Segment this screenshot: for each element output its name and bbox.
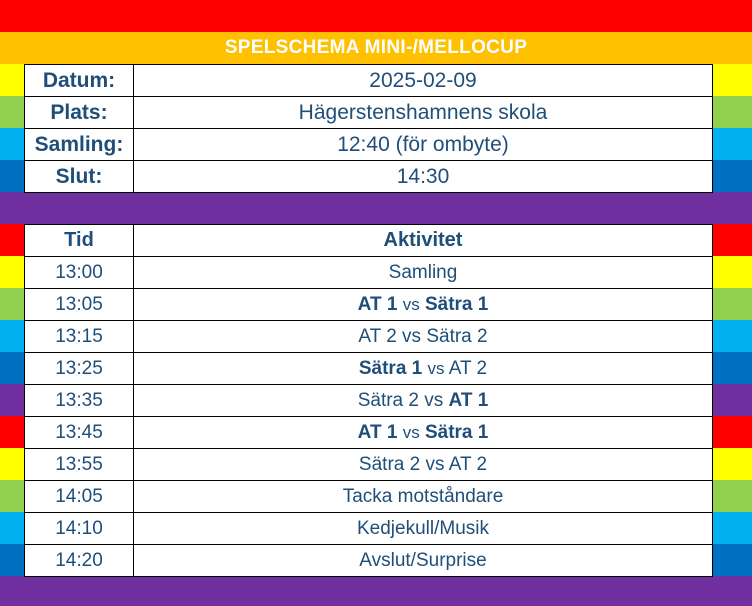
row-time: 13:00: [25, 257, 134, 289]
date-label: Datum:: [25, 65, 134, 97]
row-time: 14:10: [25, 513, 134, 545]
page-title: SPELSCHEMA MINI-/MELLOCUP: [224, 37, 528, 58]
row-time: 14:20: [25, 545, 134, 577]
schedule-row: [25, 321, 713, 353]
versus-label: vs: [427, 358, 445, 378]
side-stripe: [712, 224, 752, 256]
row-time: 14:05: [25, 481, 134, 513]
side-stripe: [712, 96, 752, 128]
schedule-row: [25, 481, 713, 513]
schedule-row: [25, 417, 713, 449]
side-stripe: [712, 320, 752, 352]
activity-column-header: Aktivitet: [134, 225, 713, 257]
side-stripe: [712, 480, 752, 512]
place-label: Plats:: [25, 97, 134, 129]
team-home: AT 1: [357, 421, 398, 443]
schedule-row: [25, 353, 713, 385]
team-away: AT 1: [448, 389, 489, 411]
side-stripe: [712, 352, 752, 384]
row-activity: Avslut/Surprise: [134, 545, 713, 577]
schedule-row: [25, 449, 713, 481]
match-cell: [134, 417, 713, 449]
date-value: 2025-02-09: [134, 65, 713, 97]
info-table: [24, 64, 713, 193]
schedule-table: [24, 224, 713, 577]
versus-label: vs: [402, 422, 420, 442]
versus-label: vs: [402, 325, 422, 347]
side-stripe: [712, 544, 752, 576]
match-cell: [134, 449, 713, 481]
schedule-row: [25, 513, 713, 545]
side-stripe: [712, 512, 752, 544]
row-activity: Kedjekull/Musik: [134, 513, 713, 545]
row-time: 13:15: [25, 321, 134, 353]
place-value: Hägerstenshamnens skola: [134, 97, 713, 129]
match-cell: [134, 353, 713, 385]
row-time: 13:35: [25, 385, 134, 417]
side-stripe: [712, 160, 752, 192]
schedule-row: [25, 289, 713, 321]
versus-label: vs: [402, 294, 420, 314]
row-time: 13:25: [25, 353, 134, 385]
row-activity: Tacka motståndare: [134, 481, 713, 513]
versus-label: vs: [425, 453, 445, 475]
band-purple-bottom: [0, 576, 752, 606]
match-cell: [134, 289, 713, 321]
versus-label: vs: [424, 389, 444, 411]
team-home: Sätra 2: [357, 389, 419, 411]
match-cell: [134, 385, 713, 417]
gathering-value: 12:40 (för ombyte): [134, 129, 713, 161]
side-stripe: [712, 128, 752, 160]
row-time: 13:45: [25, 417, 134, 449]
row-time: 13:05: [25, 289, 134, 321]
time-column-header: Tid: [25, 225, 134, 257]
end-value: 14:30: [134, 161, 713, 193]
team-home: AT 2: [358, 325, 397, 347]
row-activity: Samling: [134, 257, 713, 289]
side-stripe: [712, 256, 752, 288]
match-cell: [134, 321, 713, 353]
band-purple-middle: [0, 192, 752, 224]
info-row-place: [25, 97, 713, 129]
team-away: Sätra 2: [426, 325, 488, 347]
team-away: AT 2: [448, 357, 488, 379]
schedule-row: [25, 545, 713, 577]
side-stripe: [712, 64, 752, 96]
team-home: Sätra 1: [358, 357, 423, 379]
side-stripe: [712, 416, 752, 448]
team-away: Sätra 1: [424, 421, 489, 443]
schedule-row: [25, 385, 713, 417]
schedule-row: [25, 257, 713, 289]
team-away: Sätra 1: [424, 293, 489, 315]
schedule-header-row: [25, 225, 713, 257]
side-stripe: [712, 448, 752, 480]
band-red-top: [0, 0, 752, 32]
end-label: Slut:: [25, 161, 134, 193]
info-row-end: [25, 161, 713, 193]
team-home: Sätra 2: [358, 453, 421, 475]
info-row-gathering: [25, 129, 713, 161]
team-away: AT 2: [448, 453, 488, 475]
info-row-date: [25, 65, 713, 97]
side-stripe: [712, 384, 752, 416]
side-stripe: [712, 288, 752, 320]
row-time: 13:55: [25, 449, 134, 481]
team-home: AT 1: [357, 293, 398, 315]
gathering-label: Samling:: [25, 129, 134, 161]
